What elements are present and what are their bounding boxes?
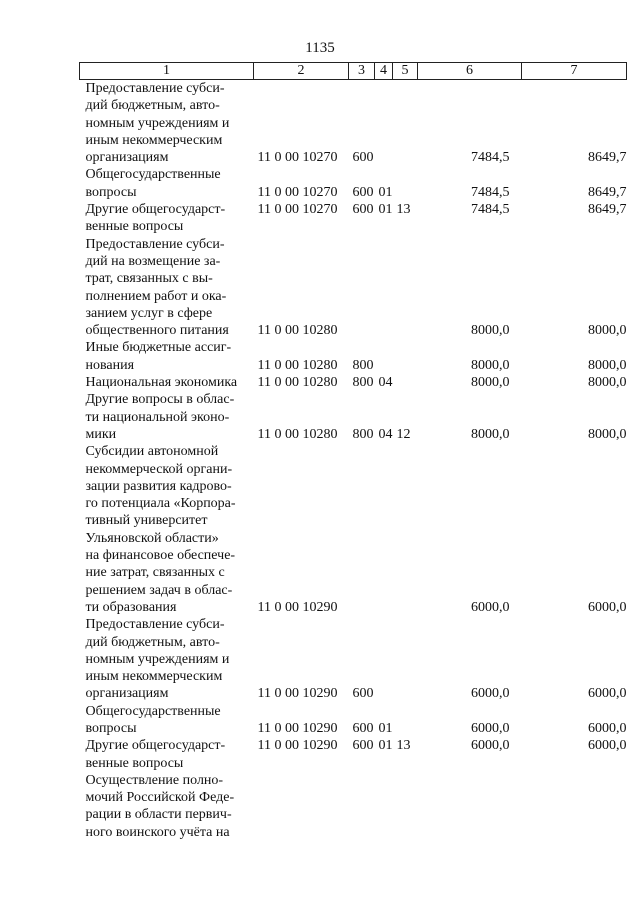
row-name-line: Другие общегосударст- [85,738,226,754]
expense-type-cell: 800 [352,375,374,391]
row-name-cell [80,391,254,443]
amount-year-2-cell: 8649,7 [588,150,627,166]
amount-year-1-cell: 7484,5 [471,202,510,218]
row-name-cell [80,703,254,738]
expense-type-cell: 600 [352,720,374,736]
section-cell [375,236,393,340]
table-row [80,201,627,236]
row-name-line: вопросы [85,720,137,736]
row-name-cell [80,616,254,702]
amount-year-2-cell: 6000,0 [588,686,627,702]
section-cell: 01 [378,738,393,754]
budget-table [79,62,627,841]
subsection-cell [393,374,418,391]
section-cell: 01 [378,720,393,736]
header-row [80,63,627,80]
subsection-cell [393,339,418,374]
amount-year-1-cell: 7484,5 [471,150,510,166]
table-row [80,339,627,374]
subsection-cell: 13 [396,202,411,218]
subsection-cell [393,772,418,841]
target-article-cell [254,772,349,841]
target-article-cell: 11 0 00 10290 [257,599,338,615]
row-name-line: ние затрат, связанных с [85,565,225,581]
row-name-line: го потенциала «Корпора- [85,496,236,512]
row-name-line: организациям [85,686,169,702]
row-name-cell [80,166,254,201]
row-name-line: Предоставление субси- [85,617,225,633]
row-name-line: дий бюджетным, авто- [85,98,220,114]
row-name-line: на финансовое обеспече- [85,548,236,564]
target-article-cell: 11 0 00 10280 [257,357,338,373]
row-name-line: Ульяновской области» [85,530,219,546]
amount-year-1-cell: 6000,0 [471,720,510,736]
row-name-line: Предоставление субси- [85,236,225,252]
row-name-line: венные вопросы [85,219,184,235]
expense-type-cell: 800 [352,426,374,442]
row-name-cell [80,737,254,772]
amount-year-2-cell: 8649,7 [588,202,627,218]
section-cell: 01 [378,184,393,200]
expense-type-cell [349,772,375,841]
row-name-line: полнением работ и ока- [85,288,227,304]
target-article-cell: 11 0 00 10290 [257,720,338,736]
amount-year-1-cell: 6000,0 [471,599,510,615]
row-name-cell [80,443,254,616]
target-article-cell: 11 0 00 10280 [257,323,338,339]
column-header: 2 [254,63,349,80]
row-name-line: мочий Российской Феде- [85,790,235,806]
row-name-line: номным учреждениям и [85,651,230,667]
table-row [80,391,627,443]
row-name-line: нования [85,357,135,373]
row-name-line: Общегосударственные [85,703,221,719]
row-name-line: дий на возмещение за- [85,253,221,269]
row-name-line: ти национальной эконо- [85,409,230,425]
column-header: 7 [522,63,627,80]
row-name-line: Иные бюджетные ассиг- [85,340,232,356]
table-row [80,236,627,340]
row-name-cell [80,236,254,340]
table-row [80,616,627,702]
table-row [80,703,627,738]
column-header: 5 [393,63,418,80]
row-name-line: тивный университет [85,513,208,529]
amount-year-2-cell [522,772,627,841]
row-name-line: решением задач в облас- [85,582,233,598]
row-name-line: иным некоммерческим [85,669,223,685]
subsection-cell [393,80,418,167]
amount-year-2-cell: 8000,0 [588,357,627,373]
subsection-cell: 13 [396,738,411,754]
table-row [80,772,627,841]
expense-type-cell [349,236,375,340]
section-cell: 04 [378,375,393,391]
expense-type-cell: 600 [352,150,374,166]
target-article-cell: 11 0 00 10270 [257,184,338,200]
target-article-cell: 11 0 00 10270 [257,202,338,218]
column-header: 6 [418,63,522,80]
target-article-cell: 11 0 00 10270 [257,150,338,166]
subsection-cell [393,166,418,201]
row-name-line: ного воинского учёта на [85,824,230,840]
table-row [80,374,627,391]
expense-type-cell: 600 [352,202,374,218]
amount-year-1-cell: 8000,0 [471,375,510,391]
amount-year-2-cell: 8000,0 [588,375,627,391]
subsection-cell: 12 [396,426,411,442]
section-cell [375,772,393,841]
amount-year-2-cell: 8000,0 [588,323,627,339]
row-name-line: иным некоммерческим [85,132,223,148]
row-name-line: вопросы [85,184,137,200]
amount-year-1-cell: 8000,0 [471,426,510,442]
subsection-cell [393,703,418,738]
subsection-cell [393,236,418,340]
section-cell [375,339,393,374]
row-name-cell [80,374,254,391]
row-name-line: Другие вопросы в облас- [85,392,235,408]
section-cell [375,616,393,702]
table-row [80,737,627,772]
target-article-cell: 11 0 00 10290 [257,686,338,702]
column-header: 3 [349,63,375,80]
row-name-line: организациям [85,150,169,166]
section-cell [375,80,393,167]
row-name-line: Осуществление полно- [85,772,224,788]
amount-year-2-cell: 6000,0 [588,599,627,615]
table-row [80,80,627,167]
row-name-line: зации развития кадрово- [85,478,232,494]
target-article-cell: 11 0 00 10280 [257,426,338,442]
page-number: 1135 [305,40,335,56]
row-name-cell [80,201,254,236]
column-header: 1 [80,63,254,80]
subsection-cell [393,443,418,616]
expense-type-cell: 800 [352,357,374,373]
amount-year-2-cell: 6000,0 [588,720,627,736]
target-article-cell: 11 0 00 10280 [257,375,338,391]
row-name-line: занием услуг в сфере [85,305,213,321]
section-cell: 01 [378,202,393,218]
amount-year-1-cell: 6000,0 [471,738,510,754]
row-name-line: Субсидии автономной [85,444,219,460]
section-cell [375,443,393,616]
amount-year-1-cell [418,772,522,841]
row-name-cell [80,772,254,841]
row-name-line: рации в области первич- [85,807,232,823]
amount-year-1-cell: 8000,0 [471,323,510,339]
amount-year-2-cell: 8000,0 [588,426,627,442]
row-name-line: некоммерческой органи- [85,461,233,477]
table-row [80,443,627,616]
row-name-line: венные вопросы [85,755,184,771]
expense-type-cell: 600 [352,686,374,702]
row-name-line: номным учреждениям и [85,115,230,131]
expense-type-cell [349,443,375,616]
column-header: 4 [375,63,393,80]
row-name-line: Другие общегосударст- [85,202,226,218]
row-name-line: Общегосударственные [85,167,221,183]
row-name-line: ти образования [85,599,177,615]
amount-year-1-cell: 8000,0 [471,357,510,373]
amount-year-2-cell: 8649,7 [588,184,627,200]
row-name-line: Национальная экономика [85,375,238,391]
amount-year-1-cell: 7484,5 [471,184,510,200]
row-name-line: трат, связанных с вы- [85,271,213,287]
row-name-line: общественного питания [85,323,229,339]
row-name-line: дий бюджетным, авто- [85,634,220,650]
section-cell: 04 [378,426,393,442]
row-name-line: Предоставление субси- [85,81,225,96]
amount-year-1-cell: 6000,0 [471,686,510,702]
target-article-cell: 11 0 00 10290 [257,738,338,754]
row-name-cell [80,80,254,167]
table-row [80,166,627,201]
expense-type-cell: 600 [352,184,374,200]
subsection-cell [393,616,418,702]
row-name-line: мики [85,426,117,442]
amount-year-2-cell: 6000,0 [588,738,627,754]
expense-type-cell: 600 [352,738,374,754]
row-name-cell [80,339,254,374]
